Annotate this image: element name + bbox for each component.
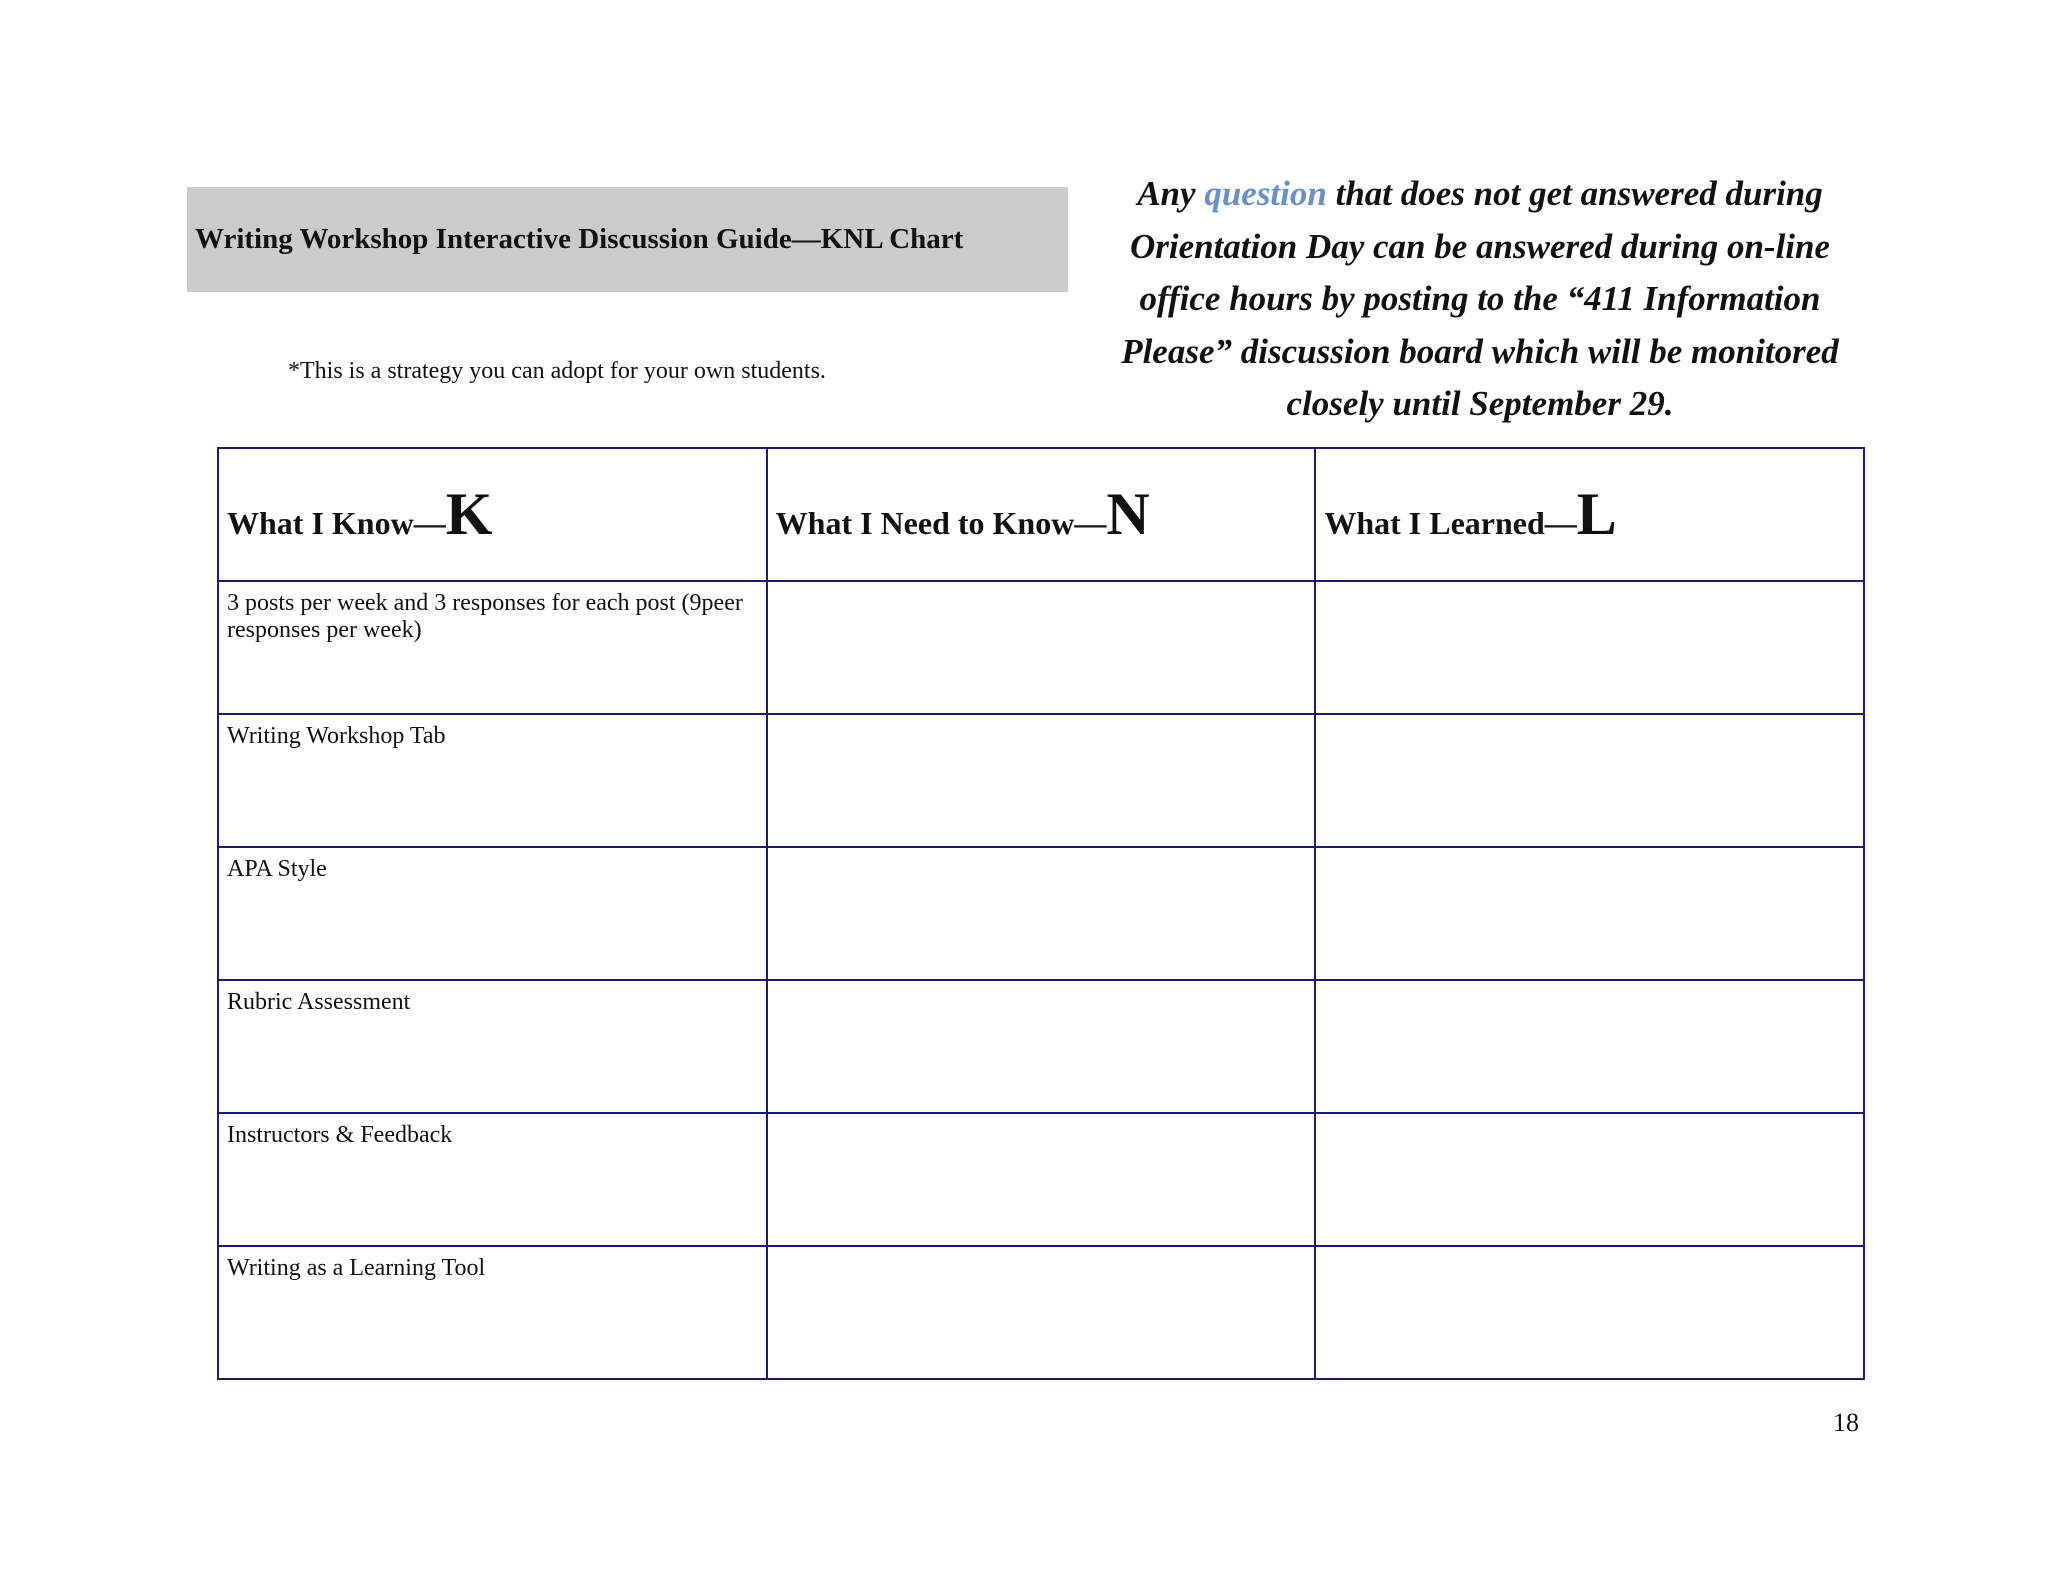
need-to-know-cell [767, 581, 1316, 714]
title-banner [187, 187, 1068, 292]
column-header-letter: L [1576, 481, 1617, 547]
column-header-label: What I Know— [227, 505, 446, 541]
learned-cell [1315, 581, 1864, 714]
need-to-know-cell [767, 1113, 1316, 1246]
need-to-know-cell [767, 980, 1316, 1113]
know-cell: Instructors & Feedback [218, 1113, 767, 1246]
learned-cell [1315, 714, 1864, 847]
table-row [218, 1246, 1864, 1379]
need-to-know-cell [767, 714, 1316, 847]
column-header-letter: K [445, 481, 493, 547]
column-header-letter: N [1106, 481, 1150, 547]
table-row [218, 714, 1864, 847]
know-cell: Writing Workshop Tab [218, 714, 767, 847]
table-header-row [218, 448, 1864, 581]
document-title: Writing Workshop Interactive Discussion Guide—KNL Chart [195, 223, 964, 255]
learned-cell [1315, 1113, 1864, 1246]
need-to-know-cell [767, 1246, 1316, 1379]
office-hours-notice [1090, 168, 1870, 431]
know-cell: 3 posts per week and 3 responses for each post (9peer responses per week) [218, 581, 767, 714]
table-row [218, 581, 1864, 714]
notice-text-end: that does not get answered during Orientation Day can be answered during on-line office hours by posting to the “411 Information Please” discussion board which will be monitored closely until September 29. [1121, 174, 1839, 423]
table-row [218, 847, 1864, 980]
know-cell: Writing as a Learning Tool [218, 1246, 767, 1379]
need-to-know-cell [767, 847, 1316, 980]
know-cell: APA Style [218, 847, 767, 980]
knl-chart-table [217, 447, 1865, 1380]
column-header-learned [1315, 448, 1864, 581]
page-number: 18 [1833, 1408, 1859, 1437]
learned-cell [1315, 980, 1864, 1113]
notice-highlight-word: question [1204, 174, 1327, 213]
strategy-note: *This is a strategy you can adopt for your own students. [288, 358, 826, 384]
learned-cell [1315, 1246, 1864, 1379]
column-header-label: What I Learned— [1324, 505, 1577, 541]
notice-text-start: Any [1137, 174, 1205, 213]
column-header-know [218, 448, 767, 581]
table-row [218, 1113, 1864, 1246]
table-row [218, 980, 1864, 1113]
column-header-need-to-know [767, 448, 1316, 581]
learned-cell [1315, 847, 1864, 980]
know-cell: Rubric Assessment [218, 980, 767, 1113]
column-header-label: What I Need to Know— [775, 505, 1107, 541]
